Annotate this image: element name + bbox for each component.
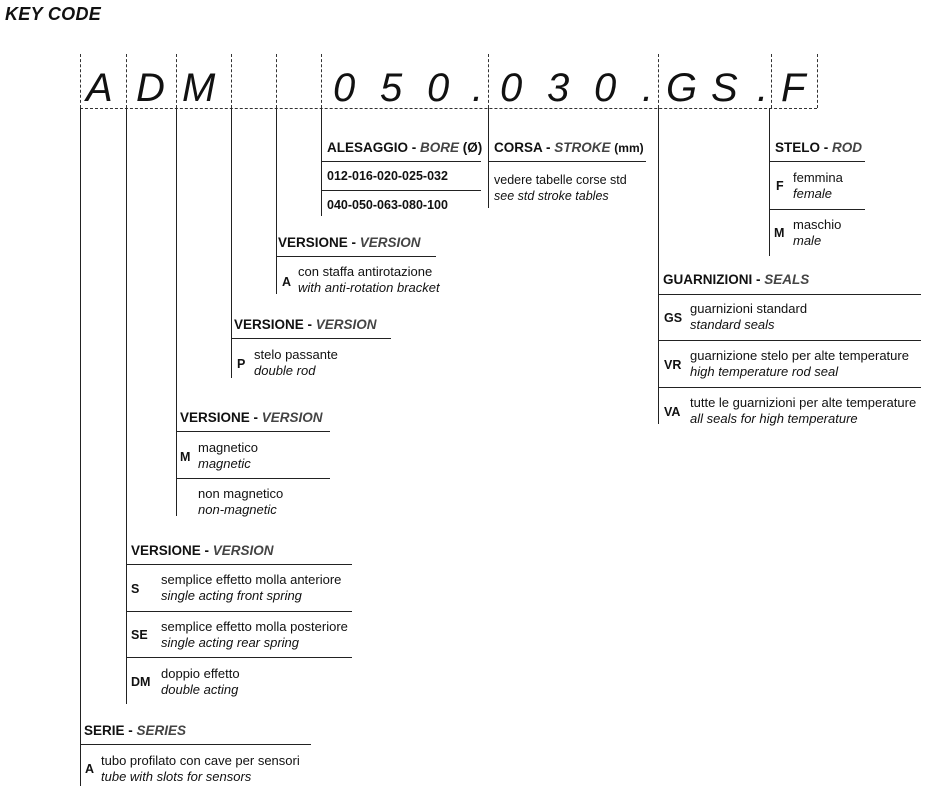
code-char: . <box>642 66 654 110</box>
stroke-heading: CORSA - STROKE (mm) <box>494 140 644 155</box>
bore-row: 040-050-063-080-100 <box>327 198 448 212</box>
option-text: semplice effetto molla anteriore single acting front spring <box>161 572 342 603</box>
bore-row: 012-016-020-025-032 <box>327 169 448 183</box>
bore-heading: ALESAGGIO - BORE (Ø) <box>327 140 483 155</box>
version-heading: VERSIONE - VERSION <box>234 317 377 332</box>
page-title: KEY CODE <box>5 4 102 24</box>
stroke-note: vedere tabelle corse std see std stroke tables <box>494 173 627 203</box>
code-char: G <box>666 66 698 110</box>
code-char: 0 <box>500 66 523 110</box>
code-char: . <box>472 66 484 110</box>
option-text: doppio effetto double acting <box>161 666 240 697</box>
code-char: S <box>711 66 738 110</box>
code-char: F <box>781 66 806 110</box>
series-heading: SERIE - SERIES <box>84 723 187 738</box>
code-char: M <box>182 66 216 110</box>
option-text: maschio male <box>793 217 842 248</box>
option-code: GS <box>664 311 683 325</box>
rod-heading: STELO - ROD <box>775 140 863 155</box>
seals-heading: GUARNIZIONI - SEALS <box>663 272 810 287</box>
option-code: P <box>237 357 246 371</box>
option-code: F <box>776 179 784 193</box>
option-text: tubo profilato con cave per sensori tube with slots for sensors <box>101 753 300 784</box>
version-heading: VERSIONE - VERSION <box>131 543 274 558</box>
option-code: VA <box>664 405 681 419</box>
code-char: D <box>136 66 165 110</box>
option-code: DM <box>131 675 151 689</box>
option-code: VR <box>664 358 682 372</box>
code-char: 0 <box>333 66 356 110</box>
option-text: semplice effetto molla posteriore single acting rear spring <box>161 619 348 650</box>
option-text: stelo passante double rod <box>254 347 338 378</box>
option-text: magnetico magnetic <box>198 440 258 471</box>
option-text: con staffa antirotazione with anti-rotation bracket <box>298 264 440 295</box>
option-code: S <box>131 582 140 596</box>
option-text: tutte le guarnizioni per alte temperature all seals for high temperature <box>690 395 917 426</box>
option-code: SE <box>131 628 148 642</box>
option-text: femmina female <box>793 170 843 201</box>
option-text: non magnetico non-magnetic <box>198 486 284 517</box>
option-code: M <box>774 226 785 240</box>
option-text: guarnizione stelo per alte temperature high temperature rod seal <box>690 348 909 379</box>
code-char: A <box>86 66 113 110</box>
option-code: A <box>85 762 95 776</box>
code-char: 0 <box>594 66 617 110</box>
version-heading: VERSIONE - VERSION <box>180 410 323 425</box>
option-code: M <box>180 450 191 464</box>
option-code: A <box>282 275 292 289</box>
version-heading: VERSIONE - VERSION <box>278 235 421 250</box>
option-text: guarnizioni standard standard seals <box>690 301 808 332</box>
code-char: 3 <box>547 66 570 110</box>
code-char: 0 <box>427 66 450 110</box>
code-char: 5 <box>380 66 403 110</box>
code-char: . <box>757 66 769 110</box>
